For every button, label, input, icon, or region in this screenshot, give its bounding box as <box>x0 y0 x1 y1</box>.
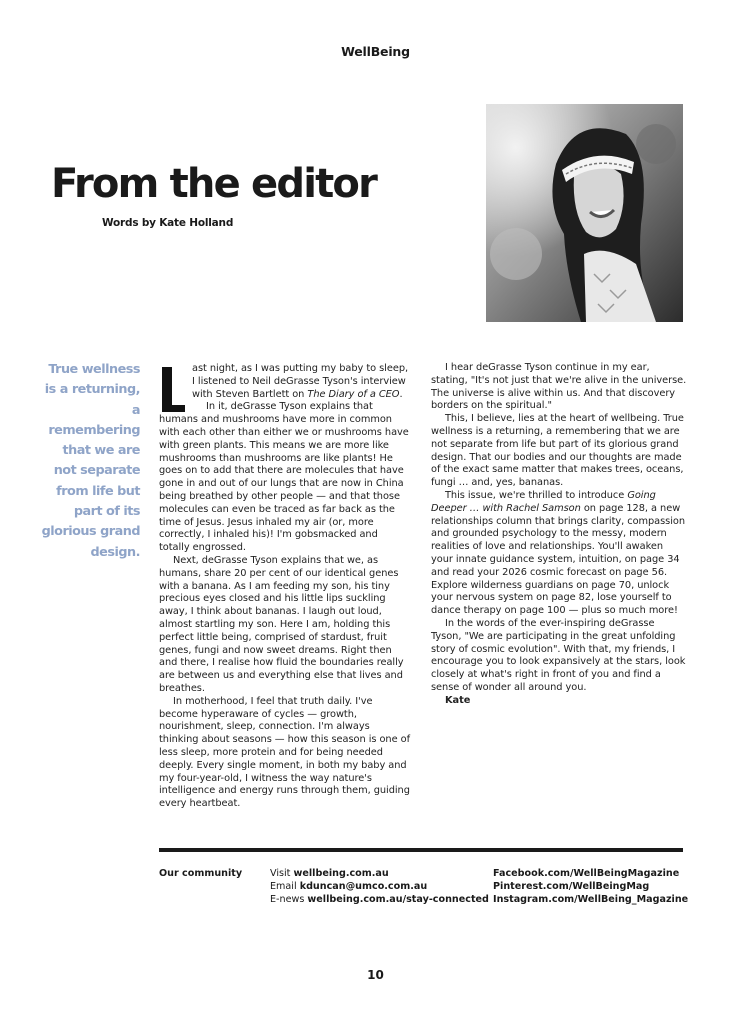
paragraph-text: . <box>399 388 403 400</box>
article-column-1 <box>159 363 411 811</box>
contact-details <box>270 867 489 907</box>
paragraph-text: This issue, we're thrilled to introduce <box>445 489 628 501</box>
paragraph <box>159 363 411 401</box>
paragraph: In it, deGrasse Tyson explains that humans and mushrooms have more in common with each other than either we or mushrooms have with green plants. This means we are more like mushrooms than mushrooms are like plants! He goes on to add that there are molecules that have gone in and out of our lungs that are now in China being breathed by other people — and that those molecules can even be traced as far back as the time of Jesus. Jesus inhaled my air (or, more correctly, I inhaled his)! I'm gobsmacked and totally engrossed. <box>159 401 409 554</box>
show-title: The Diary of a CEO <box>307 388 400 400</box>
page-number: 10 <box>367 968 384 982</box>
email-link[interactable]: kduncan@umco.com.au <box>299 881 428 893</box>
article-column-2 <box>431 362 687 708</box>
drop-cap <box>159 365 187 413</box>
community-label: Our community <box>159 868 243 879</box>
paragraph: I hear deGrasse Tyson continue in my ear, stating, "It's not just that we're alive in the universe. The universe is alive within us. And that discovery borders on the spiritual." <box>431 362 687 412</box>
enews-line <box>270 893 489 906</box>
pull-quote: True wellness is a returning, a remembering that we are not separate from life but part of its glorious grand design. <box>41 362 140 560</box>
paragraph: This, I believe, lies at the heart of wellbeing. True wellness is a returning, a remembering that we are not separate from life but part of its glorious grand design. That our bodies and our thoughts are made of the exact same matter that makes trees, oceans, fungi … and, yes, bananas. <box>431 413 684 489</box>
pinterest-link[interactable]: Pinterest.com/WellBeingMag <box>493 881 650 893</box>
page-title: From the editor <box>51 161 377 207</box>
visit-label: Visit <box>270 868 291 879</box>
signature: Kate <box>445 694 471 706</box>
enews-link[interactable]: wellbeing.com.au/stay-connected <box>307 894 489 906</box>
paragraph: In motherhood, I feel that truth daily. I've become hyperaware of cycles — growth, nourishment, sleep, connection. I'm always thinking about seasons — how this season is one of less sleep, more protein and for being needed deeply. Every single moment, in both my baby and my four-year-old, I witness the way nature's intelligence and energy runs through them, guiding every heartbeat. <box>159 695 410 810</box>
email-label: Email <box>270 881 297 893</box>
social-links <box>493 867 688 907</box>
column-title: Going Deeper … with Rachel Samson <box>431 489 656 514</box>
paragraph-text: ast night, as I was putting my baby to sleep, I listened to Neil deGrasse Tyson's interview with Steven Bartlett on <box>192 363 409 400</box>
visit-line <box>270 867 489 880</box>
paragraph <box>431 490 687 618</box>
paragraph: Next, deGrasse Tyson explains that we, as humans, share 20 per cent of our identical genes with a banana. As I am feeding my son, his tiny precious eyes closed and his little lips suckling away, I think about bananas. I laugh out loud, almost startling my son. Here I am, holding this perfect little being, comprised of stardust, fruit genes, fungi and now sweet dreams. Right then and there, I realise how fluid the boundaries really are between us and everything else that lives and breathes. <box>159 554 404 694</box>
paragraph-text: on page 128, a new relationships column that brings clarity, compassion and grounded psychology to the messy, modern realities of love and relationships. You'll awaken your innate guidance system, intuition, on page 34 and read your 2026 cosmic forecast on page 56. Explore wilderness guardians on page 70, unlock your nervous system on page 82, lose yourself to dance therapy on page 100 — plus so much more! <box>431 502 686 617</box>
email-line <box>270 880 489 893</box>
masthead: WellBeing <box>341 44 410 59</box>
editor-photo <box>486 104 683 322</box>
visit-link[interactable]: wellbeing.com.au <box>293 868 389 879</box>
section-divider <box>159 848 683 852</box>
instagram-link[interactable]: Instagram.com/WellBeing_Magazine <box>493 894 689 906</box>
facebook-link[interactable]: Facebook.com/WellBeingMagazine <box>493 868 680 879</box>
enews-label: E-news <box>270 894 305 906</box>
paragraph: In the words of the ever-inspiring deGrasse Tyson, "We are participating in the great unfolding story of cosmic evolution". With that, my friends, I encourage you to look expansively at the stars, look closely at what's right in front of you and find a sense of wonder all around you. <box>431 617 686 693</box>
byline: Words by Kate Holland <box>102 217 234 229</box>
